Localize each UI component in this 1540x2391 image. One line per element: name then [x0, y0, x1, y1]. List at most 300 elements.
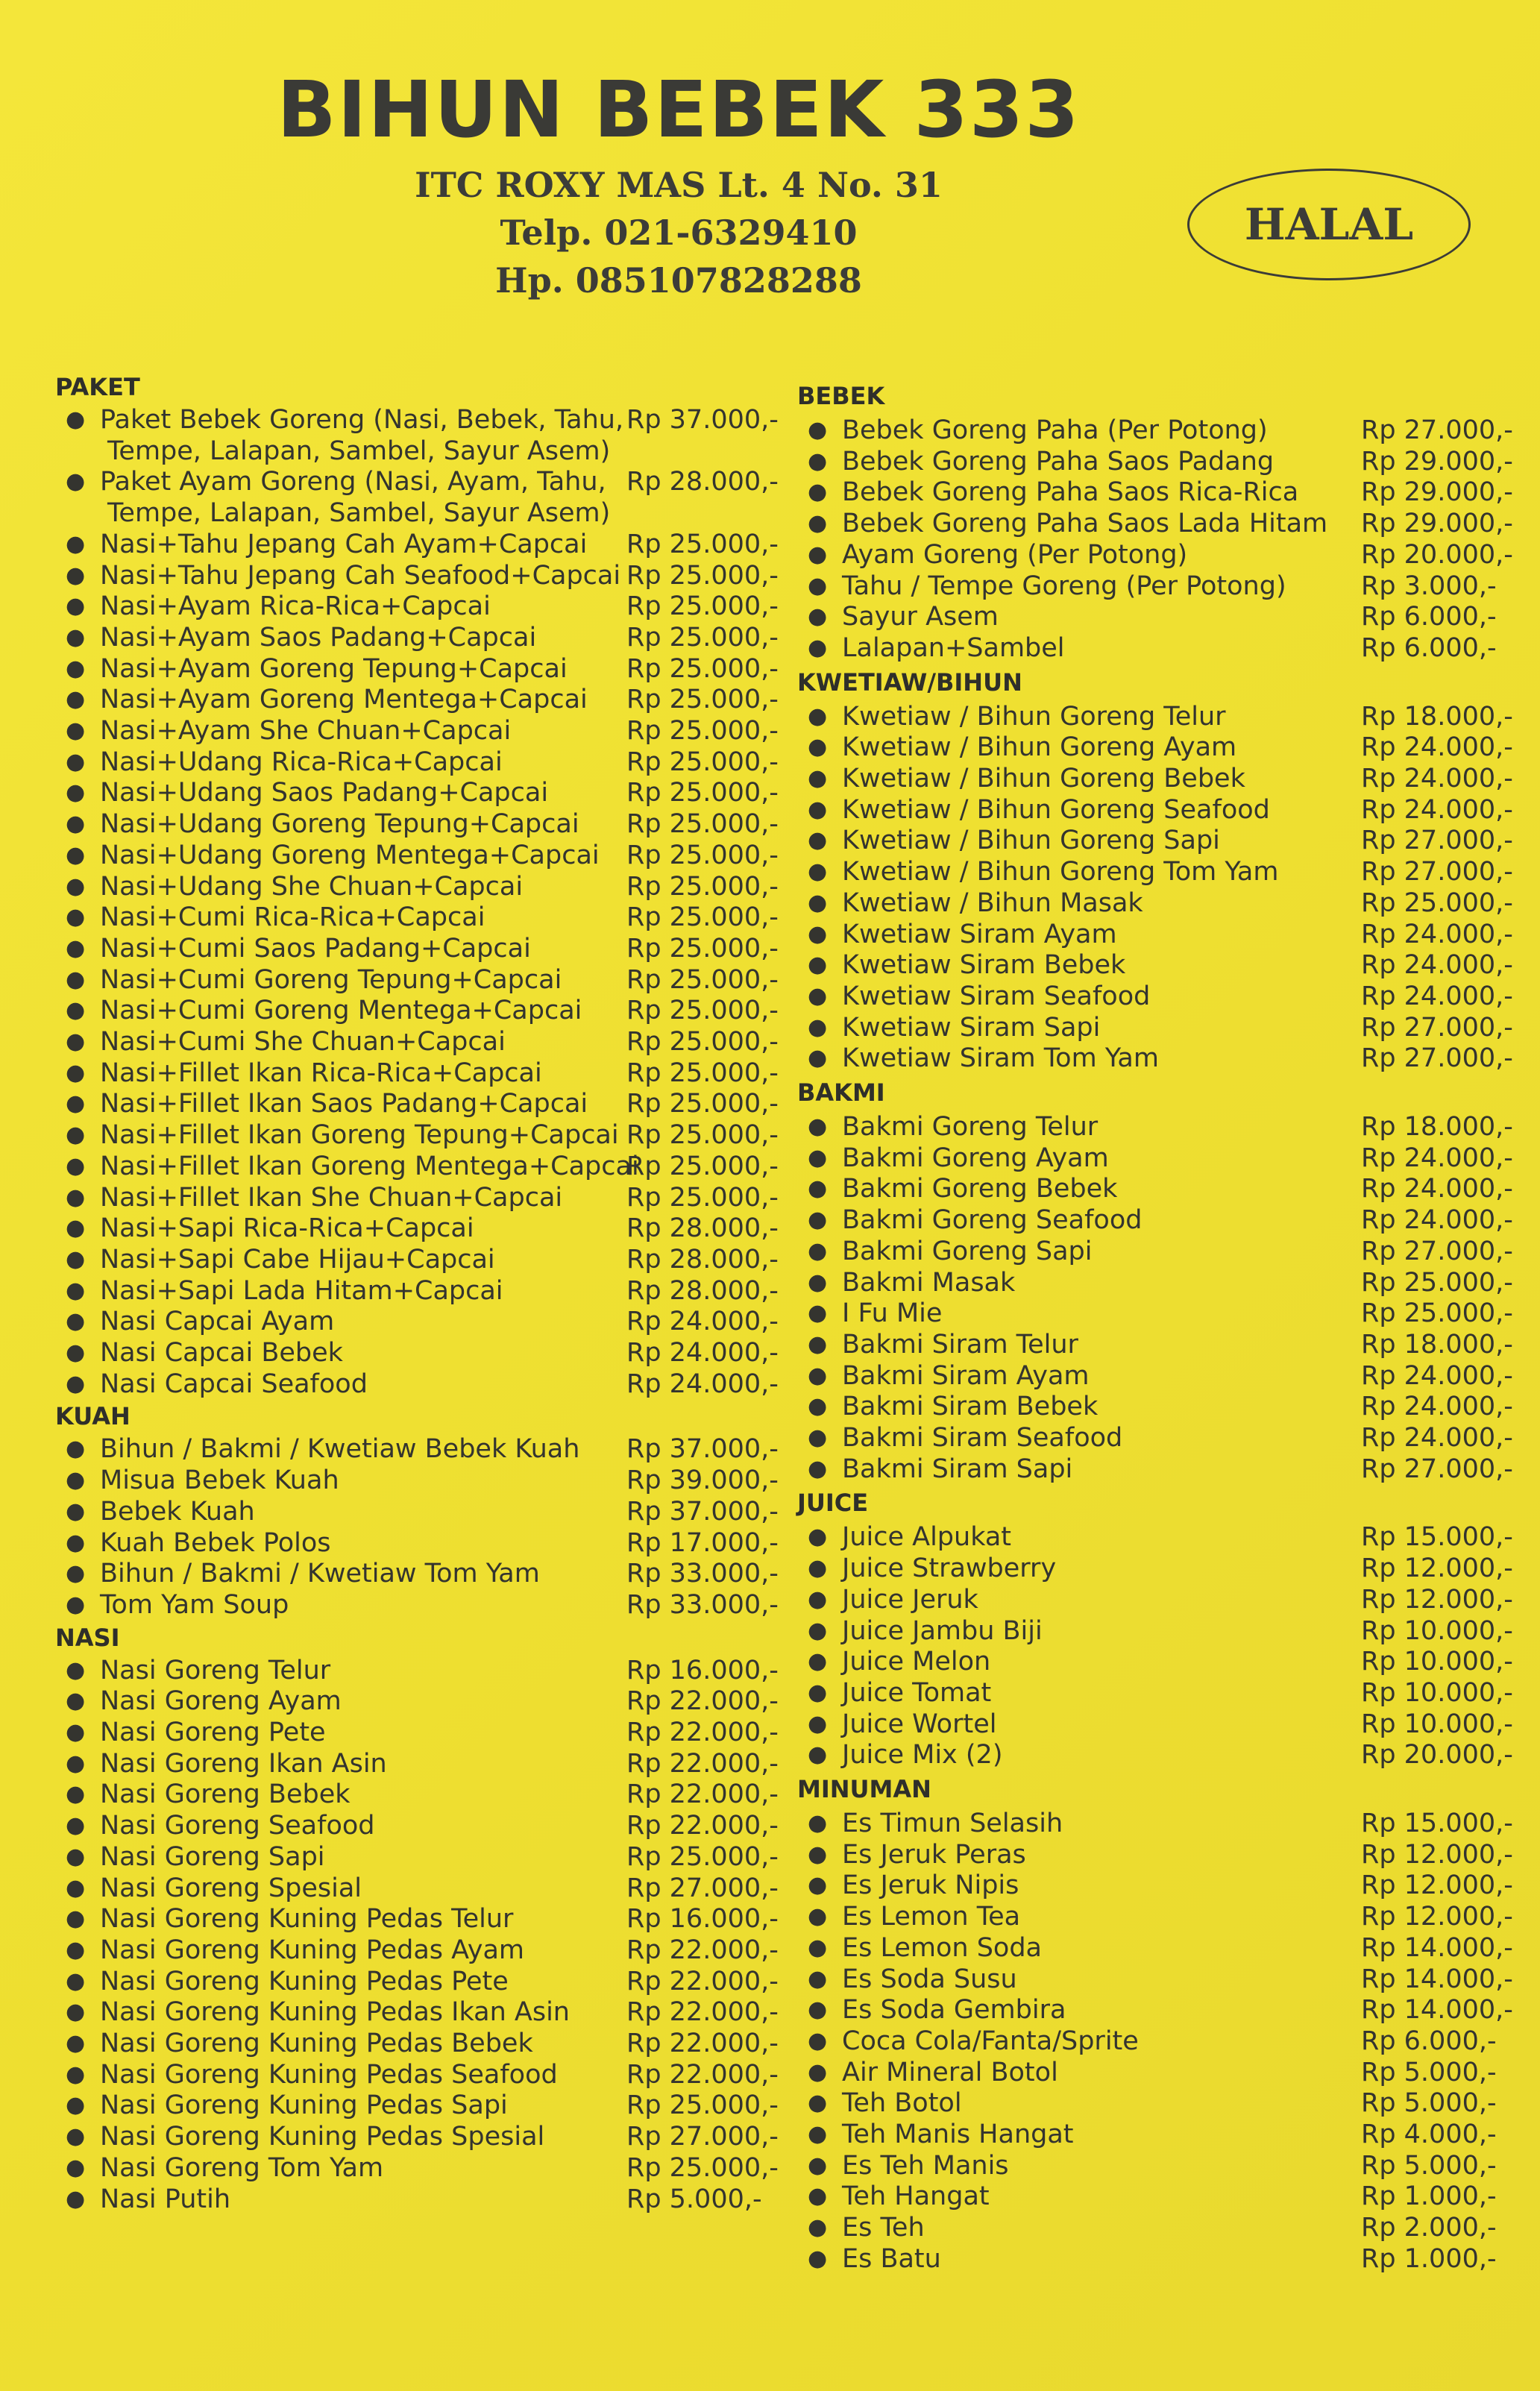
bullet-icon: ●	[808, 447, 828, 474]
menu-item-price: Rp 25.000,-	[626, 1182, 779, 1213]
menu-item-name: Bakmi Siram Telur	[842, 1329, 1078, 1360]
menu-item-price: Rp 24.000,-	[1361, 950, 1513, 981]
menu-item-name: Juice Melon	[842, 1647, 991, 1677]
menu-item-name: Nasi Goreng Ikan Asin	[100, 1748, 387, 1779]
menu-item-name: Bakmi Siram Sapi	[842, 1454, 1073, 1484]
menu-item-price: Rp 18.000,-	[1361, 1112, 1513, 1142]
section-title-nasi: NASI	[55, 1623, 120, 1652]
menu-item-name: Ayam Goreng (Per Potong)	[842, 539, 1188, 570]
menu-item-name: Nasi+Ayam Saos Padang+Capcai	[100, 622, 537, 653]
menu-item-price: Rp 2.000,-	[1361, 2213, 1497, 2243]
bullet-icon: ●	[808, 1934, 828, 1961]
menu-item-price: Rp 27.000,-	[626, 1873, 779, 1903]
menu-item-name: Bebek Goreng Paha Saos Padang	[842, 446, 1275, 477]
menu-item-price: Rp 6.000,-	[1361, 2026, 1497, 2056]
menu-item-price: Rp 3.000,-	[1361, 571, 1497, 601]
bullet-icon: ●	[808, 920, 828, 947]
bullet-icon: ●	[808, 1362, 828, 1389]
menu-item-name: Teh Hangat	[842, 2181, 990, 2212]
menu-item-name: Nasi Capcai Seafood	[100, 1369, 368, 1399]
menu-item-price: Rp 22.000,-	[626, 1686, 779, 1717]
menu-item-price: Rp 5.000,-	[1361, 2057, 1497, 2087]
menu-item-price: Rp 33.000,-	[626, 1559, 779, 1589]
menu-item-price: Rp 24.000,-	[1361, 764, 1513, 794]
menu-item-price: Rp 14.000,-	[1361, 1964, 1513, 1994]
bullet-icon: ●	[66, 934, 86, 961]
menu-item-price: Rp 18.000,-	[1361, 1329, 1513, 1360]
menu-item-name-continued: Tempe, Lalapan, Sambel, Sayur Asem)	[107, 436, 611, 466]
bullet-icon: ●	[808, 1841, 828, 1867]
bullet-icon: ●	[808, 1679, 828, 1706]
menu-item-name: Nasi Goreng Kuning Pedas Ikan Asin	[100, 1997, 570, 2028]
menu-item-name: Bakmi Siram Bebek	[842, 1392, 1099, 1422]
menu-item-price: Rp 25.000,-	[626, 933, 779, 964]
bullet-icon: ●	[66, 1560, 86, 1587]
bullet-icon: ●	[66, 530, 86, 557]
menu-item-name: Nasi+Fillet Ikan She Chuan+Capcai	[100, 1182, 563, 1213]
bullet-icon: ●	[808, 734, 828, 761]
bullet-icon: ●	[808, 2214, 828, 2241]
menu-item-price: Rp 25.000,-	[1361, 1267, 1513, 1298]
menu-item-name: Bebek Goreng Paha Saos Rica-Rica	[842, 477, 1299, 508]
bullet-icon: ●	[66, 686, 86, 713]
bullet-icon: ●	[808, 1175, 828, 1202]
menu-item-name: Kwetiaw Siram Seafood	[842, 981, 1151, 1011]
mobile-number: Hp. 085107828288	[495, 260, 862, 301]
bullet-icon: ●	[66, 562, 86, 588]
menu-item-price: Rp 5.000,-	[626, 2184, 762, 2214]
bullet-icon: ●	[66, 468, 86, 495]
menu-item-name: Nasi+Udang Goreng Tepung+Capcai	[100, 809, 579, 840]
menu-item-name: Es Soda Susu	[842, 1964, 1017, 1994]
bullet-icon: ●	[808, 572, 828, 599]
menu-item-name: Teh Botol	[842, 2088, 962, 2119]
menu-item-name: Nasi Goreng Spesial	[100, 1873, 362, 1903]
menu-item-name: Kwetiaw / Bihun Goreng Bebek	[842, 764, 1245, 794]
menu-item-price: Rp 15.000,-	[1361, 1522, 1513, 1553]
menu-item-price: Rp 25.000,-	[626, 840, 779, 870]
section-title-minuman: MINUMAN	[797, 1775, 931, 1803]
bullet-icon: ●	[808, 1045, 828, 1072]
bullet-icon: ●	[66, 1245, 86, 1272]
menu-item-name: Kwetiaw / Bihun Goreng Ayam	[842, 732, 1237, 763]
menu-item-name: Kwetiaw Siram Bebek	[842, 950, 1126, 981]
menu-item-price: Rp 5.000,-	[1361, 2088, 1497, 2119]
menu-item-price: Rp 25.000,-	[1361, 1298, 1513, 1329]
menu-item-name: Bakmi Siram Ayam	[842, 1360, 1090, 1391]
menu-item-name: Nasi Goreng Kuning Pedas Spesial	[100, 2122, 545, 2152]
menu-item-price: Rp 15.000,-	[1361, 1809, 1513, 1838]
menu-item-price: Rp 10.000,-	[1361, 1709, 1513, 1739]
bullet-icon: ●	[808, 1330, 828, 1357]
bullet-icon: ●	[808, 1207, 828, 1234]
menu-item-price: Rp 16.000,-	[626, 1904, 779, 1935]
menu-item-name: Nasi+Cumi Goreng Mentega+Capcai	[100, 996, 582, 1026]
bullet-icon: ●	[66, 1370, 86, 1397]
menu-item-price: Rp 12.000,-	[1361, 1870, 1513, 1901]
menu-item-name: Kwetiaw / Bihun Goreng Tom Yam	[842, 857, 1279, 887]
menu-item-price: Rp 20.000,-	[1361, 1740, 1513, 1771]
bullet-icon: ●	[66, 1498, 86, 1524]
menu-item-price: Rp 6.000,-	[1361, 632, 1497, 663]
menu-item-name: Es Teh Manis	[842, 2150, 1009, 2181]
menu-item-name: Juice Alpukat	[842, 1522, 1012, 1553]
bullet-icon: ●	[808, 858, 828, 885]
menu-item-price: Rp 24.000,-	[1361, 1392, 1513, 1422]
bullet-icon: ●	[66, 623, 86, 650]
bullet-icon: ●	[66, 717, 86, 744]
menu-item-price: Rp 28.000,-	[626, 467, 779, 497]
section-title-kwetiaw-bihun: KWETIAW/BIHUN	[797, 667, 1022, 697]
menu-item-price: Rp 12.000,-	[1361, 1553, 1513, 1584]
menu-item-price: Rp 16.000,-	[626, 1655, 779, 1685]
bullet-icon: ●	[808, 479, 828, 506]
menu-item-name: Nasi Capcai Bebek	[100, 1338, 343, 1368]
menu-item-name: Bakmi Siram Seafood	[842, 1423, 1123, 1453]
bullet-icon: ●	[66, 841, 86, 868]
bullet-icon: ●	[808, 1237, 828, 1264]
menu-item-price: Rp 10.000,-	[1361, 1677, 1513, 1708]
bullet-icon: ●	[66, 2185, 86, 2212]
bullet-icon: ●	[66, 1529, 86, 1556]
menu-item-name: Nasi+Udang She Chuan+Capcai	[100, 871, 524, 902]
menu-item-name: Kwetiaw / Bihun Goreng Seafood	[842, 794, 1270, 825]
menu-item-name: Sayur Asem	[842, 602, 999, 632]
bullet-icon: ●	[808, 417, 828, 443]
menu-item-price: Rp 12.000,-	[1361, 1584, 1513, 1615]
bullet-icon: ●	[66, 1184, 86, 1210]
menu-item-price: Rp 29.000,-	[1361, 509, 1513, 539]
menu-item-price: Rp 25.000,-	[626, 2152, 779, 2183]
menu-item-price: Rp 22.000,-	[626, 2029, 779, 2058]
bullet-icon: ●	[66, 1122, 86, 1149]
bullet-icon: ●	[66, 1591, 86, 1618]
menu-item-price: Rp 22.000,-	[626, 2059, 779, 2090]
menu-item-price: Rp 27.000,-	[1361, 1012, 1513, 1043]
menu-item-price: Rp 28.000,-	[626, 1275, 779, 1306]
menu-item-name: Tahu / Tempe Goreng (Per Potong)	[842, 571, 1286, 601]
bullet-icon: ●	[66, 1905, 86, 1932]
bullet-icon: ●	[66, 1090, 86, 1117]
menu-item-price: Rp 25.000,-	[626, 685, 779, 715]
menu-item-name: Es Lemon Soda	[842, 1932, 1043, 1963]
bullet-icon: ●	[808, 2027, 828, 2054]
menu-item-name: Nasi+Ayam Rica-Rica+Capcai	[100, 591, 491, 622]
section-title-paket: PAKET	[55, 373, 140, 401]
menu-item-name: Nasi+Tahu Jepang Cah Ayam+Capcai	[100, 529, 588, 559]
menu-item-name: Nasi Goreng Kuning Pedas Seafood	[100, 2059, 558, 2090]
menu-item-name: Nasi+Cumi Goreng Tepung+Capcai	[100, 964, 562, 995]
menu-item-price: Rp 6.000,-	[1361, 602, 1497, 632]
menu-item-name: Nasi+Cumi Saos Padang+Capcai	[100, 933, 531, 964]
menu-item-price: Rp 14.000,-	[1361, 1995, 1513, 2026]
address: ITC ROXY MAS Lt. 4 No. 31	[415, 165, 943, 206]
menu-item-name: Nasi+Sapi Rica-Rica+Capcai	[100, 1213, 474, 1244]
menu-item-name: Nasi+Tahu Jepang Cah Seafood+Capcai	[100, 560, 621, 591]
menu-item-price: Rp 25.000,-	[626, 716, 779, 746]
menu-item-name: Nasi Goreng Kuning Pedas Telur	[100, 1904, 514, 1935]
bullet-icon: ●	[66, 1781, 86, 1808]
bullet-icon: ●	[808, 1741, 828, 1768]
menu-item-price: Rp 24.000,-	[1361, 1360, 1513, 1391]
menu-item-name: Bakmi Goreng Seafood	[842, 1205, 1143, 1236]
bullet-icon: ●	[808, 2183, 828, 2210]
menu-item-price: Rp 27.000,-	[1361, 1454, 1513, 1484]
menu-item-price: Rp 25.000,-	[626, 653, 779, 684]
menu-header	[0, 64, 1268, 304]
menu-item-name: Nasi+Fillet Ikan Rica-Rica+Capcai	[100, 1058, 542, 1088]
menu-item-name: Nasi Goreng Kuning Pedas Ayam	[100, 1935, 524, 1965]
bullet-icon: ●	[66, 1812, 86, 1839]
menu-item-name: Juice Strawberry	[842, 1553, 1057, 1584]
menu-item-name: Es Jeruk Nipis	[842, 1870, 1019, 1901]
menu-item-name: Nasi+Udang Rica-Rica+Capcai	[100, 747, 503, 777]
menu-item-price: Rp 22.000,-	[626, 1718, 779, 1747]
bullet-icon: ●	[808, 796, 828, 823]
bullet-icon: ●	[808, 889, 828, 916]
menu-item-name: Juice Wortel	[842, 1709, 997, 1739]
bullet-icon: ●	[808, 1965, 828, 1992]
bullet-icon: ●	[808, 1903, 828, 1930]
menu-item-name: Kwetiaw / Bihun Masak	[842, 887, 1143, 918]
bullet-icon: ●	[66, 966, 86, 993]
menu-item-price: Rp 27.000,-	[1361, 1236, 1513, 1266]
menu-item-name: Juice Tomat	[842, 1677, 992, 1708]
bullet-icon: ●	[66, 811, 86, 838]
bullet-icon: ●	[66, 1999, 86, 2026]
menu-item-price: Rp 25.000,-	[626, 747, 779, 777]
bullet-icon: ●	[808, 1300, 828, 1327]
bullet-icon: ●	[808, 1393, 828, 1420]
bullet-icon: ●	[66, 655, 86, 682]
bullet-icon: ●	[66, 1467, 86, 1494]
bullet-icon: ●	[808, 1648, 828, 1675]
bullet-icon: ●	[808, 1872, 828, 1899]
menu-item-price: Rp 4.000,-	[1361, 2120, 1497, 2149]
bullet-icon: ●	[808, 827, 828, 854]
menu-item-price: Rp 27.000,-	[1361, 415, 1513, 445]
menu-item-price: Rp 24.000,-	[626, 1369, 779, 1399]
menu-item-name: Juice Mix (2)	[842, 1740, 1003, 1771]
bullet-icon: ●	[66, 1874, 86, 1901]
bullet-icon: ●	[808, 982, 828, 1009]
menu-item-name: Kuah Bebek Polos	[100, 1527, 331, 1558]
menu-item-name: Nasi+Ayam Goreng Mentega+Capcai	[100, 685, 588, 715]
menu-item-price: Rp 29.000,-	[1361, 477, 1513, 508]
menu-item-name: Nasi Goreng Seafood	[100, 1811, 375, 1841]
menu-item-name: Nasi Goreng Tom Yam	[100, 2152, 384, 2183]
menu-item-name: Kwetiaw / Bihun Goreng Telur	[842, 701, 1226, 732]
menu-item-price: Rp 25.000,-	[626, 529, 779, 559]
section-title-bebek: BEBEK	[797, 382, 885, 410]
menu-item-price: Rp 25.000,-	[626, 902, 779, 933]
bullet-icon: ●	[66, 1059, 86, 1086]
menu-item-name: Nasi+Fillet Ikan Goreng Tepung+Capcai	[100, 1120, 619, 1151]
menu-item-price: Rp 25.000,-	[626, 591, 779, 622]
section-title-bakmi: BAKMI	[797, 1078, 885, 1107]
menu-item-name: Coca Cola/Fanta/Sprite	[842, 2026, 1139, 2056]
menu-item-price: Rp 25.000,-	[626, 1841, 779, 1872]
bullet-icon: ●	[808, 1113, 828, 1140]
menu-item-name: Bebek Goreng Paha (Per Potong)	[842, 415, 1268, 445]
bullet-icon: ●	[808, 1555, 828, 1582]
menu-item-price: Rp 22.000,-	[626, 1997, 779, 2028]
menu-item-price: Rp 24.000,-	[1361, 1143, 1513, 1173]
bullet-icon: ●	[808, 952, 828, 978]
bullet-icon: ●	[66, 1277, 86, 1304]
menu-item-price: Rp 24.000,-	[626, 1338, 779, 1368]
menu-item-price: Rp 27.000,-	[1361, 826, 1513, 856]
menu-item-name: Kwetiaw / Bihun Goreng Sapi	[842, 826, 1220, 856]
menu-item-price: Rp 39.000,-	[626, 1465, 779, 1496]
menu-item-price: Rp 5.000,-	[1361, 2150, 1497, 2181]
menu-item-name: Kwetiaw Siram Tom Yam	[842, 1043, 1159, 1074]
bullet-icon: ●	[66, 1843, 86, 1870]
bullet-icon: ●	[808, 634, 828, 661]
menu-item-name: Kwetiaw Siram Ayam	[842, 919, 1117, 949]
menu-item-price: Rp 28.000,-	[626, 1213, 779, 1244]
menu-item-price: Rp 25.000,-	[626, 996, 779, 1026]
bullet-icon: ●	[66, 1688, 86, 1715]
menu-item-name: Nasi Goreng Kuning Pedas Bebek	[100, 2029, 533, 2058]
menu-item-price: Rp 25.000,-	[626, 622, 779, 653]
menu-item-price: Rp 27.000,-	[1361, 857, 1513, 887]
menu-item-price: Rp 22.000,-	[626, 1811, 779, 1841]
menu-item-name: Bebek Goreng Paha Saos Lada Hitam	[842, 509, 1328, 539]
bullet-icon: ●	[808, 1269, 828, 1295]
bullet-icon: ●	[66, 1339, 86, 1366]
bullet-icon: ●	[66, 779, 86, 806]
menu-item-price: Rp 28.000,-	[626, 1244, 779, 1275]
menu-item-name: Nasi Goreng Bebek	[100, 1779, 351, 1810]
menu-item-name: Nasi+Ayam She Chuan+Capcai	[100, 716, 512, 746]
menu-item-price: Rp 24.000,-	[626, 1307, 779, 1337]
menu-item-price: Rp 29.000,-	[1361, 446, 1513, 477]
menu-item-name: Tom Yam Soup	[100, 1589, 289, 1620]
bullet-icon: ●	[808, 765, 828, 791]
bullet-icon: ●	[808, 2058, 828, 2085]
menu-item-price: Rp 22.000,-	[626, 1966, 779, 1996]
menu-item-price: Rp 22.000,-	[626, 1935, 779, 1965]
menu-item-price: Rp 1.000,-	[1361, 2181, 1497, 2212]
menu-item-name: Es Jeruk Peras	[842, 1839, 1026, 1870]
menu-item-name: Bakmi Goreng Ayam	[842, 1143, 1109, 1173]
bullet-icon: ●	[808, 510, 828, 537]
bullet-icon: ●	[66, 1936, 86, 1963]
bullet-icon: ●	[66, 2030, 86, 2056]
section-title-juice: JUICE	[797, 1489, 869, 1518]
menu-item-price: Rp 25.000,-	[626, 809, 779, 840]
bullet-icon: ●	[808, 1424, 828, 1451]
menu-item-price: Rp 22.000,-	[626, 1779, 779, 1810]
menu-item-price: Rp 25.000,-	[626, 1027, 779, 1057]
menu-item-price: Rp 1.000,-	[1361, 2243, 1497, 2274]
bullet-icon: ●	[66, 2123, 86, 2150]
bullet-icon: ●	[808, 1524, 828, 1550]
bullet-icon: ●	[808, 603, 828, 630]
menu-item-name: Nasi+Ayam Goreng Tepung+Capcai	[100, 653, 568, 684]
menu-item-name: Misua Bebek Kuah	[100, 1465, 339, 1496]
bullet-icon: ●	[66, 1028, 86, 1055]
menu-item-name: Teh Manis Hangat	[842, 2120, 1074, 2149]
menu-item-name: Juice Jeruk	[842, 1584, 978, 1615]
bullet-icon: ●	[66, 1215, 86, 1242]
bullet-icon: ●	[66, 593, 86, 620]
menu-item-name: Nasi Goreng Pete	[100, 1718, 326, 1747]
menu-item-price: Rp 25.000,-	[626, 778, 779, 808]
menu-item-price: Rp 24.000,-	[1361, 732, 1513, 763]
menu-item-name: Nasi Goreng Sapi	[100, 1841, 325, 1872]
menu-item-price: Rp 24.000,-	[1361, 1174, 1513, 1204]
menu-item-name: Air Mineral Botol	[842, 2057, 1058, 2087]
menu-item-price: Rp 25.000,-	[626, 1151, 779, 1181]
menu-item-price: Rp 24.000,-	[1361, 1205, 1513, 1236]
halal-badge: HALAL	[1187, 169, 1471, 280]
bullet-icon: ●	[808, 541, 828, 568]
menu-item-name: Nasi Putih	[100, 2184, 231, 2214]
menu-item-name: Nasi+Udang Goreng Mentega+Capcai	[100, 840, 600, 870]
menu-item-price: Rp 37.000,-	[626, 1496, 779, 1527]
menu-item-name: Bakmi Masak	[842, 1267, 1016, 1298]
menu-item-price: Rp 25.000,-	[626, 964, 779, 995]
menu-item-price: Rp 20.000,-	[1361, 539, 1513, 570]
bullet-icon: ●	[808, 1455, 828, 1482]
bullet-icon: ●	[66, 1436, 86, 1462]
menu-item-price: Rp 18.000,-	[1361, 701, 1513, 732]
menu-item-name: Bakmi Goreng Sapi	[842, 1236, 1093, 1266]
bullet-icon: ●	[808, 703, 828, 729]
bullet-icon: ●	[66, 2061, 86, 2087]
bullet-icon: ●	[66, 1719, 86, 1745]
menu-item-price: Rp 27.000,-	[626, 2122, 779, 2152]
bullet-icon: ●	[66, 1967, 86, 1994]
menu-item-name: Nasi Goreng Telur	[100, 1655, 331, 1685]
bullet-icon: ●	[808, 1810, 828, 1836]
menu-item-price: Rp 27.000,-	[1361, 1043, 1513, 1074]
menu-item-name: Bihun / Bakmi / Kwetiaw Tom Yam	[100, 1559, 540, 1589]
bullet-icon: ●	[808, 1144, 828, 1171]
bullet-icon: ●	[808, 1014, 828, 1040]
bullet-icon: ●	[808, 1586, 828, 1612]
menu-item-name: Nasi+Udang Saos Padang+Capcai	[100, 778, 549, 808]
menu-item-price: Rp 10.000,-	[1361, 1615, 1513, 1646]
menu-item-name: I Fu Mie	[842, 1298, 943, 1329]
section-title-kuah: KUAH	[55, 1402, 131, 1431]
menu-item-name: Nasi+Cumi She Chuan+Capcai	[100, 1027, 506, 1057]
menu-item-name: Es Lemon Tea	[842, 1902, 1021, 1932]
menu-item-name: Paket Bebek Goreng (Nasi, Bebek, Tahu,	[100, 405, 624, 435]
menu-item-price: Rp 14.000,-	[1361, 1932, 1513, 1963]
menu-item-name-continued: Tempe, Lalapan, Sambel, Sayur Asem)	[107, 498, 611, 529]
bullet-icon: ●	[66, 1308, 86, 1335]
menu-item-name: Paket Ayam Goreng (Nasi, Ayam, Tahu,	[100, 467, 606, 497]
bullet-icon: ●	[808, 2245, 828, 2272]
menu-item-name: Bebek Kuah	[100, 1496, 255, 1527]
menu-item-price: Rp 10.000,-	[1361, 1647, 1513, 1677]
bullet-icon: ●	[66, 904, 86, 931]
menu-item-name: Kwetiaw Siram Sapi	[842, 1012, 1101, 1043]
bullet-icon: ●	[808, 1617, 828, 1644]
menu-item-name: Bakmi Goreng Telur	[842, 1112, 1099, 1142]
menu-item-price: Rp 25.000,-	[626, 1089, 779, 1119]
menu-item-price: Rp 25.000,-	[626, 560, 779, 591]
menu-item-name: Bakmi Goreng Bebek	[842, 1174, 1118, 1204]
menu-item-name: Nasi Goreng Kuning Pedas Sapi	[100, 2090, 508, 2121]
menu-item-name: Juice Jambu Biji	[842, 1615, 1043, 1646]
menu-item-name: Nasi+Fillet Ikan Goreng Mentega+Capcai	[100, 1151, 639, 1181]
bullet-icon: ●	[66, 1656, 86, 1683]
phone-number: Telp. 021-6329410	[500, 213, 858, 254]
